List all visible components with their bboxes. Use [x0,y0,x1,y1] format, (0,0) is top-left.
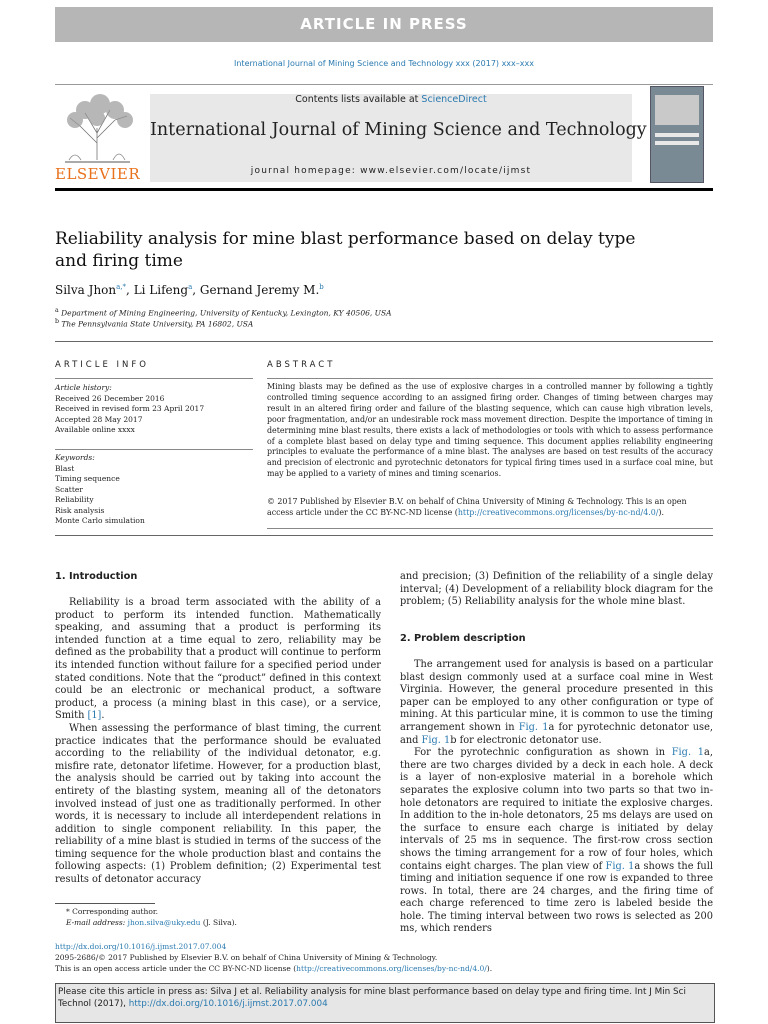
contents-line [150,94,632,105]
keywords-label: Keywords: [55,453,95,462]
body-rule [55,535,713,536]
paper-title: Reliability analysis for mine blast performance based on delay type and firing time [55,229,636,271]
keywords-list [55,453,253,527]
article-info-rule [55,378,253,379]
affiliation-b: $^b$ The Pennsylvania State University, PA 16802, USA [55,318,254,329]
history-item: Accepted 28 May 2017 [55,414,143,424]
intro-heading [55,571,137,584]
section-rule [55,341,713,342]
figure-link[interactable]: Fig. 1 [671,747,705,759]
problem-p1-mid: a for pyrotechnic detonator use, and [400,721,713,746]
corresponding-author-note: * Corresponding author. [66,907,159,916]
keyword-item: Reliability [55,495,94,504]
problem-p2-text: For the pyrotechnic configuration as shown in [414,747,672,759]
license-link[interactable]: http://creativecommons.org/licenses/by-nc-nd/4.0/ [457,507,659,517]
keyword-item: Monte Carlo simulation [55,516,145,525]
header-bottom-rule [55,188,713,191]
problem-p1-end: b for electronic detonator use. [450,734,602,746]
citation-box [55,983,715,1023]
intro-heading-text: 1. Introduction [55,571,138,582]
affiliation-a-text: Department of Mining Engineering, University of Kentucky, Lexington, KY 40506, USA [61,308,392,318]
abstract-rule [267,378,713,379]
header-top-rule [55,84,713,85]
figure-link[interactable]: Fig. 1 [421,734,451,746]
article-in-press-banner: ARTICLE IN PRESS [55,7,713,42]
email-link[interactable]: jhon.silva@uky.edu [127,918,201,927]
article-history [55,383,253,436]
citation-text: Please cite this article in press as: Silva J et al. Reliability analysis for mine blast performance based on delay type and firing time. Int J Min Sci Technol (2017), [58,987,686,1009]
abstract-heading: ABSTRACT [267,360,336,370]
copyright-end: ). [658,507,665,517]
intro-body [55,597,381,887]
article-info-divider [55,449,253,450]
doi-link[interactable]: http://dx.doi.org/10.1016/j.ijmst.2017.07.004 [55,942,227,951]
intro-p1-text: Reliability is a broad term associated with the ability of a product to perform its intended function. Mathematically speaking, and assuming that a product is performing its intended function at a time equal to zero, reliability may be defined as the probability that a product will continue to perform its intended function without failure for a specified period under stated conditions. Note that the “product” defined in this context could be an electronic or mechanical product, a software product, a process (a mining blast in this case), or a service, Smith [55,597,381,722]
intro-p1-end: . [101,710,105,722]
abstract-text: Mining blasts may be defined as the use of explosive charges in a controlled manner by following a tightly controlled timing sequence according to an assigned firing order. Changes of timing between charges may result in an altered firing order and failure of the blasting sequence, which can cause high vibration levels, poor fragmentation, and/or an undesirable rock mass movement direction. Despite the importance of timing in determining mine blast results, there exists a lack of methodologies or tools with which to assess performance of a complete blast based on delay type and timing sequence. This document applies reliability engineering principles to evaluate the performance of a mine blast. The analyses are based on test results of the accuracy and precision of electronic and pyrotechnic detonators for typical firing times used in a surface coal mine, but may be applied to a variety of mines and timing scenarios. [267,382,713,479]
history-label: Article history: [55,383,112,392]
sciencedirect-link[interactable]: ScienceDirect [421,94,487,105]
history-item: Received in revised form 23 April 2017 [55,404,205,413]
author-list: Silva Jhon$^{a,*}$, Li Lifeng$^a$, Gernand Jeremy M.$^b$ [55,283,324,297]
problem-heading [400,633,526,646]
figure-link[interactable]: Fig. 1 [518,721,549,733]
footnote-rule [55,903,155,904]
article-info-heading: ARTICLE INFO [55,360,149,370]
journal-citation-link[interactable]: International Journal of Mining Science and Technology xxx (2017) xxx–xxx [234,59,534,68]
keyword-item: Timing sequence [55,474,120,483]
author-affil-marker[interactable]: b [319,283,324,291]
intro-paragraph [55,597,381,723]
intro-paragraph: When assessing the performance of blast timing, the current practice indicates that the performance should be evaluated according to the reliability of the individual detonator, e.g. misfire rate, detonator lifetime. However, for a production blast, the analysis should be carried out by taking into account the entirety of the blasting system, meaning all of the detonators involved instead of just one as traditionally performed. In other words, it is necessary to include all interdependent relations in addition to single component reliability. In this paper, the reliability of a mine blast is studied in terms of the success of the timing sequence for the whole production blast and contains the following aspects: (1) Problem definition; (2) Experimental test results of detonator accuracy [55,722,381,886]
oa-prefix: This is an open access article under the CC BY-NC-ND license ( [55,964,297,973]
figure-link[interactable]: Fig. 1 [605,860,635,872]
problem-p2-mid: a, there are two charges divided by a deck in each hole. A deck is a layer of non-explosive material in a borehole which separates the explosive column into two parts so that two in-hole detonators are required to initiate the explosive charges. In addition to the in-hole detonators, 25 ms delays are used on the surface to ensure each charge is initiated by delay intervals of 25 ms in sequence. The first-row cross section shows the timing arrangement for a row of four holes, which contains eight charges. The plan view of [400,747,714,872]
keyword-item: Scatter [55,484,83,494]
journal-title: International Journal of Mining Science and Technology [150,120,647,140]
author-affil-marker[interactable]: a [188,283,193,291]
oa-suffix: ). [486,964,493,973]
abstract-copyright [267,497,713,519]
email-footnote [66,918,237,927]
problem-heading-text: 2. Problem description [400,633,526,644]
author-name: Silva Jhon [55,283,117,297]
problem-paragraph [400,659,713,747]
author-name: Gernand Jeremy M. [199,283,320,297]
problem-p2-end: a shows the full timing and initiation sequence if one row is expanded to three rows. In total, there are 24 charges, and the firing time of each charge referenced to time zero is labeled beside the hole. The timing interval between two rows is selected as 200 ms, which renders [400,860,713,935]
intro-continuation-text: and precision; (3) Definition of the reliability of a single delay interval; (4) Development of a reliability block diagram for the problem; (5) Reliability analysis for the whole mine blast. [400,571,713,608]
affiliation-a: $^a$ Department of Mining Engineering, University of Kentucky, Lexington, KY 40506, USA [55,307,392,318]
open-access-line [55,964,492,973]
journal-homepage[interactable]: journal homepage: www.elsevier.com/locate/ijmst [250,166,532,176]
keyword-item: Blast [55,463,75,473]
problem-p1-text: The arrangement used for analysis is based on a particular blast design commonly used at a surface coal mine in West Virginia. However, the general procedure presented in this paper can be employed to any other configuration or type of mining. At this particular mine, it is common to use the timing arrangement shown in [400,659,713,733]
email-label: E-mail address: [66,918,128,927]
intro-continuation [400,571,713,609]
affiliation-b-text: The Pennsylvania State University, PA 16802, USA [61,319,254,329]
reference-link[interactable]: [1] [87,710,102,722]
contents-prefix: Contents lists available at [295,94,422,105]
problem-paragraph [400,747,713,936]
issn-line: 2095-2686/© 2017 Published by Elsevier B.V. on behalf of China University of Mining & Technology. [55,953,438,962]
abstract-bottom-rule [267,528,713,529]
elsevier-wordmark: ELSEVIER [55,165,141,183]
journal-cover-thumbnail [650,86,704,183]
keyword-item: Risk analysis [55,505,105,515]
history-item: Available online xxxx [55,425,135,434]
email-suffix: (J. Silva). [200,918,237,927]
author-name: Li Lifeng [133,283,189,297]
author-affil-marker[interactable]: a,* [116,283,127,291]
history-item: Received 26 December 2016 [55,393,165,403]
oa-license-link[interactable]: http://creativecommons.org/licenses/by-nc-nd/4.0/ [296,964,487,973]
copyright-text: © 2017 Published by Elsevier B.V. on behalf of China University of Mining & Technology. This is an open access article under the CC BY-NC-ND license ( [267,497,687,517]
citation-doi-link[interactable]: http://dx.doi.org/10.1016/j.ijmst.2017.07.004 [128,999,328,1009]
problem-body [400,659,713,936]
